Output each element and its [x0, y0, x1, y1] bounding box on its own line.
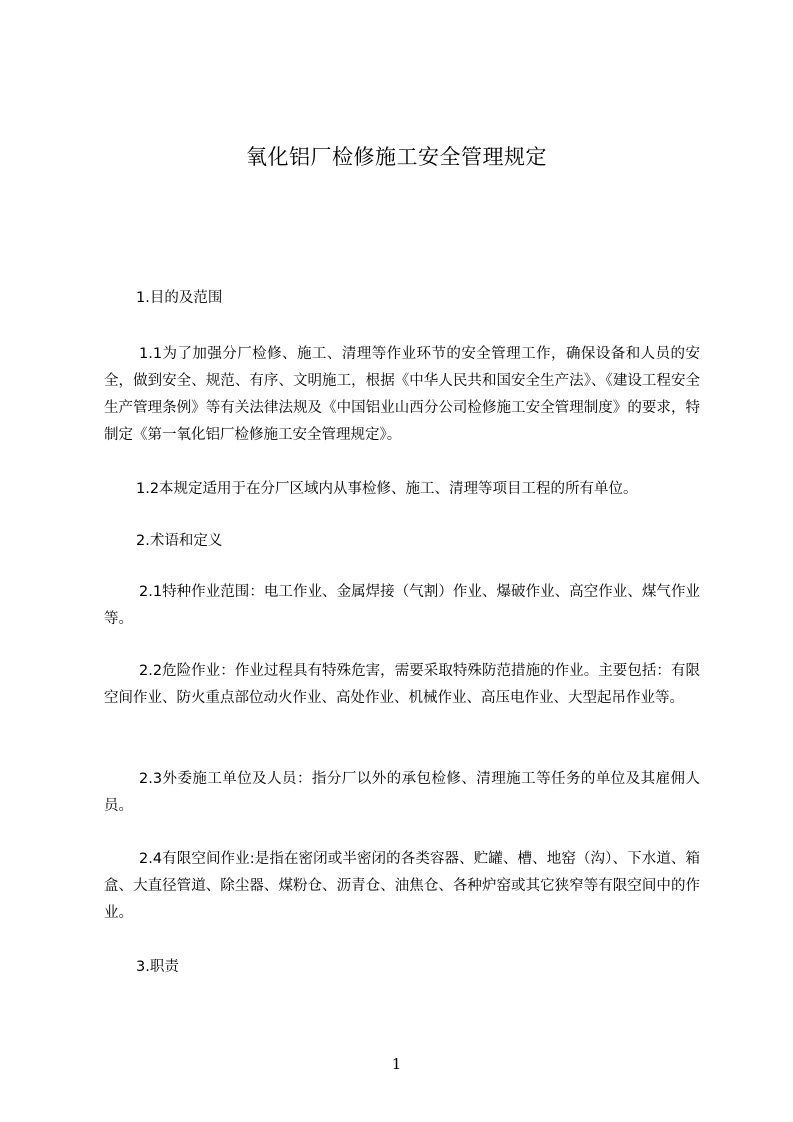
section-heading-responsibilities: 3.职责: [136, 959, 179, 975]
page-number: 1: [391, 1055, 402, 1073]
section-heading-terms-definitions: 2.术语和定义: [136, 533, 223, 549]
paragraph-2-4: 2.4有限空间作业:是指在密闭或半密闭的各类容器、贮罐、槽、地窑（沟）、下水道、箱盒、大直径管道、除尘器、煤粉仓、沥青仓、油焦仓、各种炉窑或其它狭窄等有限空间中的作业。: [104, 851, 700, 921]
section-heading-purpose-scope: 1.目的及范围: [136, 290, 223, 306]
paragraph-2-2: 2.2危险作业：作业过程具有特殊危害，需要采取特殊防范措施的作业。主要包括：有限空间作业、防火重点部位动火作业、高处作业、机械作业、高压电作业、大型起吊作业等。: [104, 663, 700, 706]
document-title: 氧化铝厂检修施工安全管理规定: [246, 145, 547, 169]
paragraph-2-1: 2.1特种作业范围：电工作业、金属焊接（气割）作业、爆破作业、高空作业、煤气作业等。: [104, 584, 700, 627]
paragraph-2-3: 2.3外委施工单位及人员：指分厂以外的承包检修、清理施工等任务的单位及其雇佣人员。: [104, 771, 700, 814]
paragraph-1-1: 1.1为了加强分厂检修、施工、清理等作业环节的安全管理工作，确保设备和人员的安全，做到安全、规范、有序、文明施工，根据《中华人民共和国安全生产法》、《建设工程安全生产管理条例》等有关法律法规及《中国铝业山西分公司检修施工安全管理制度》的要求，特制定《第一氧化铝厂检修施工安全管理规定》。: [104, 346, 700, 443]
paragraph-1-2: 1.2本规定适用于在分厂区域内从事检修、施工、清理等项目工程的所有单位。: [136, 481, 638, 497]
